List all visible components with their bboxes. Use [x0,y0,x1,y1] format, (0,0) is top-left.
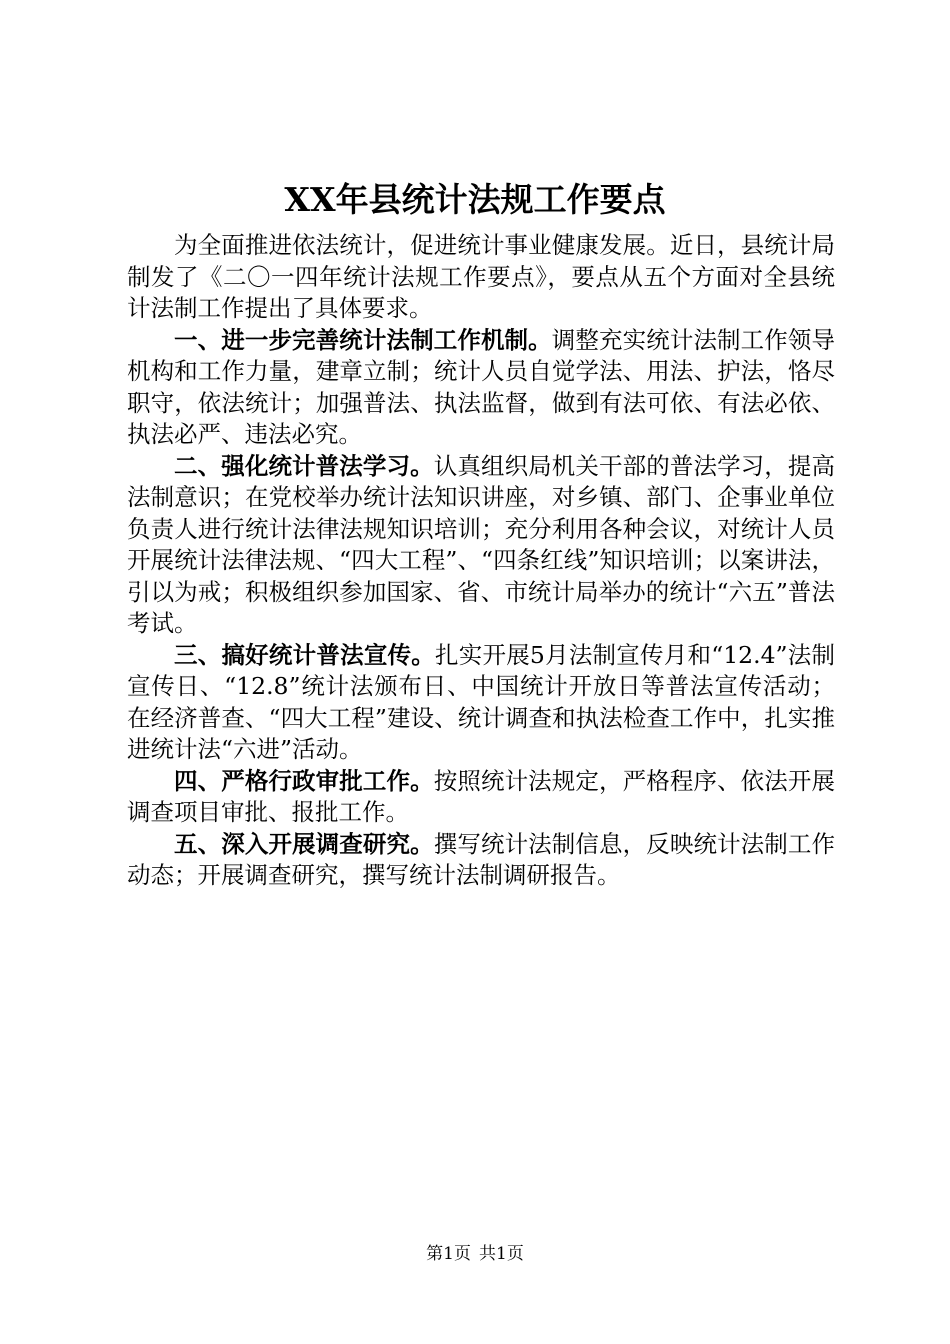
section-heading-2: 二、强化统计普法学习。 [174,451,434,480]
section-text-5: 撰写统计法制信息，反映统计法制工作动态；开展调查研究，撰写统计法制调研报告。 [127,829,836,889]
document-title: XX年县统计法规工作要点 [284,180,666,219]
section-text-3: 扎实开展5月法制宣传月和“12.4”法制宣传日、“12.8”统计法颁布日、中国统计开放日等普法宣传活动；在经济普查、“四大工程”建设、统计调查和执法检查工作中，扎实推进统计法“六进”活动。 [127,640,836,763]
section-text-1: 调整充实统计法制工作领导机构和工作力量，建章立制；统计人员自觉学法、用法、护法，恪尽职守，依法统计；加强普法、执法监督，做到有法可依、有法必依、执法必严、违法必究。 [127,325,836,448]
intro-paragraph: 为全面推进依法统计，促进统计事业健康发展。近日，县统计局制发了《二〇一四年统计法规工作要点》，要点从五个方面对全县统计法制工作提出了具体要求。 [127,231,835,322]
section-text-4: 按照统计法规定，严格程序、依法开展调查项目审批、报批工作。 [127,766,836,826]
section-heading-4: 四、严格行政审批工作。 [174,766,434,795]
section-paragraph-4 [127,766,835,829]
section-paragraph-1 [127,325,835,451]
document-body [127,230,835,892]
section-heading-3: 三、搞好统计普法宣传。 [174,640,436,669]
section-paragraph-2 [127,451,835,640]
page-number: 第1页 [426,1244,471,1264]
section-paragraph-3 [127,640,835,766]
section-heading-1: 一、进一步完善统计法制工作机制。 [174,325,552,354]
section-text-2: 认真组织局机关干部的普法学习，提高法制意识；在党校举办统计法知识讲座，对乡镇、部门、企事业单位负责人进行统计法律法规知识培训；充分利用各种会议，对统计人员开展统计法律法规、“四大工程”、“四条红线”知识培训；以案讲法，引以为戒；积极组织参加国家、省、市统计局举办的统计“六五”普法考试。 [127,451,836,637]
section-heading-5: 五、深入开展调查研究。 [174,829,434,858]
page-total: 共1页 [479,1244,524,1264]
page-footer [0,1242,950,1266]
section-paragraph-5 [127,829,835,892]
